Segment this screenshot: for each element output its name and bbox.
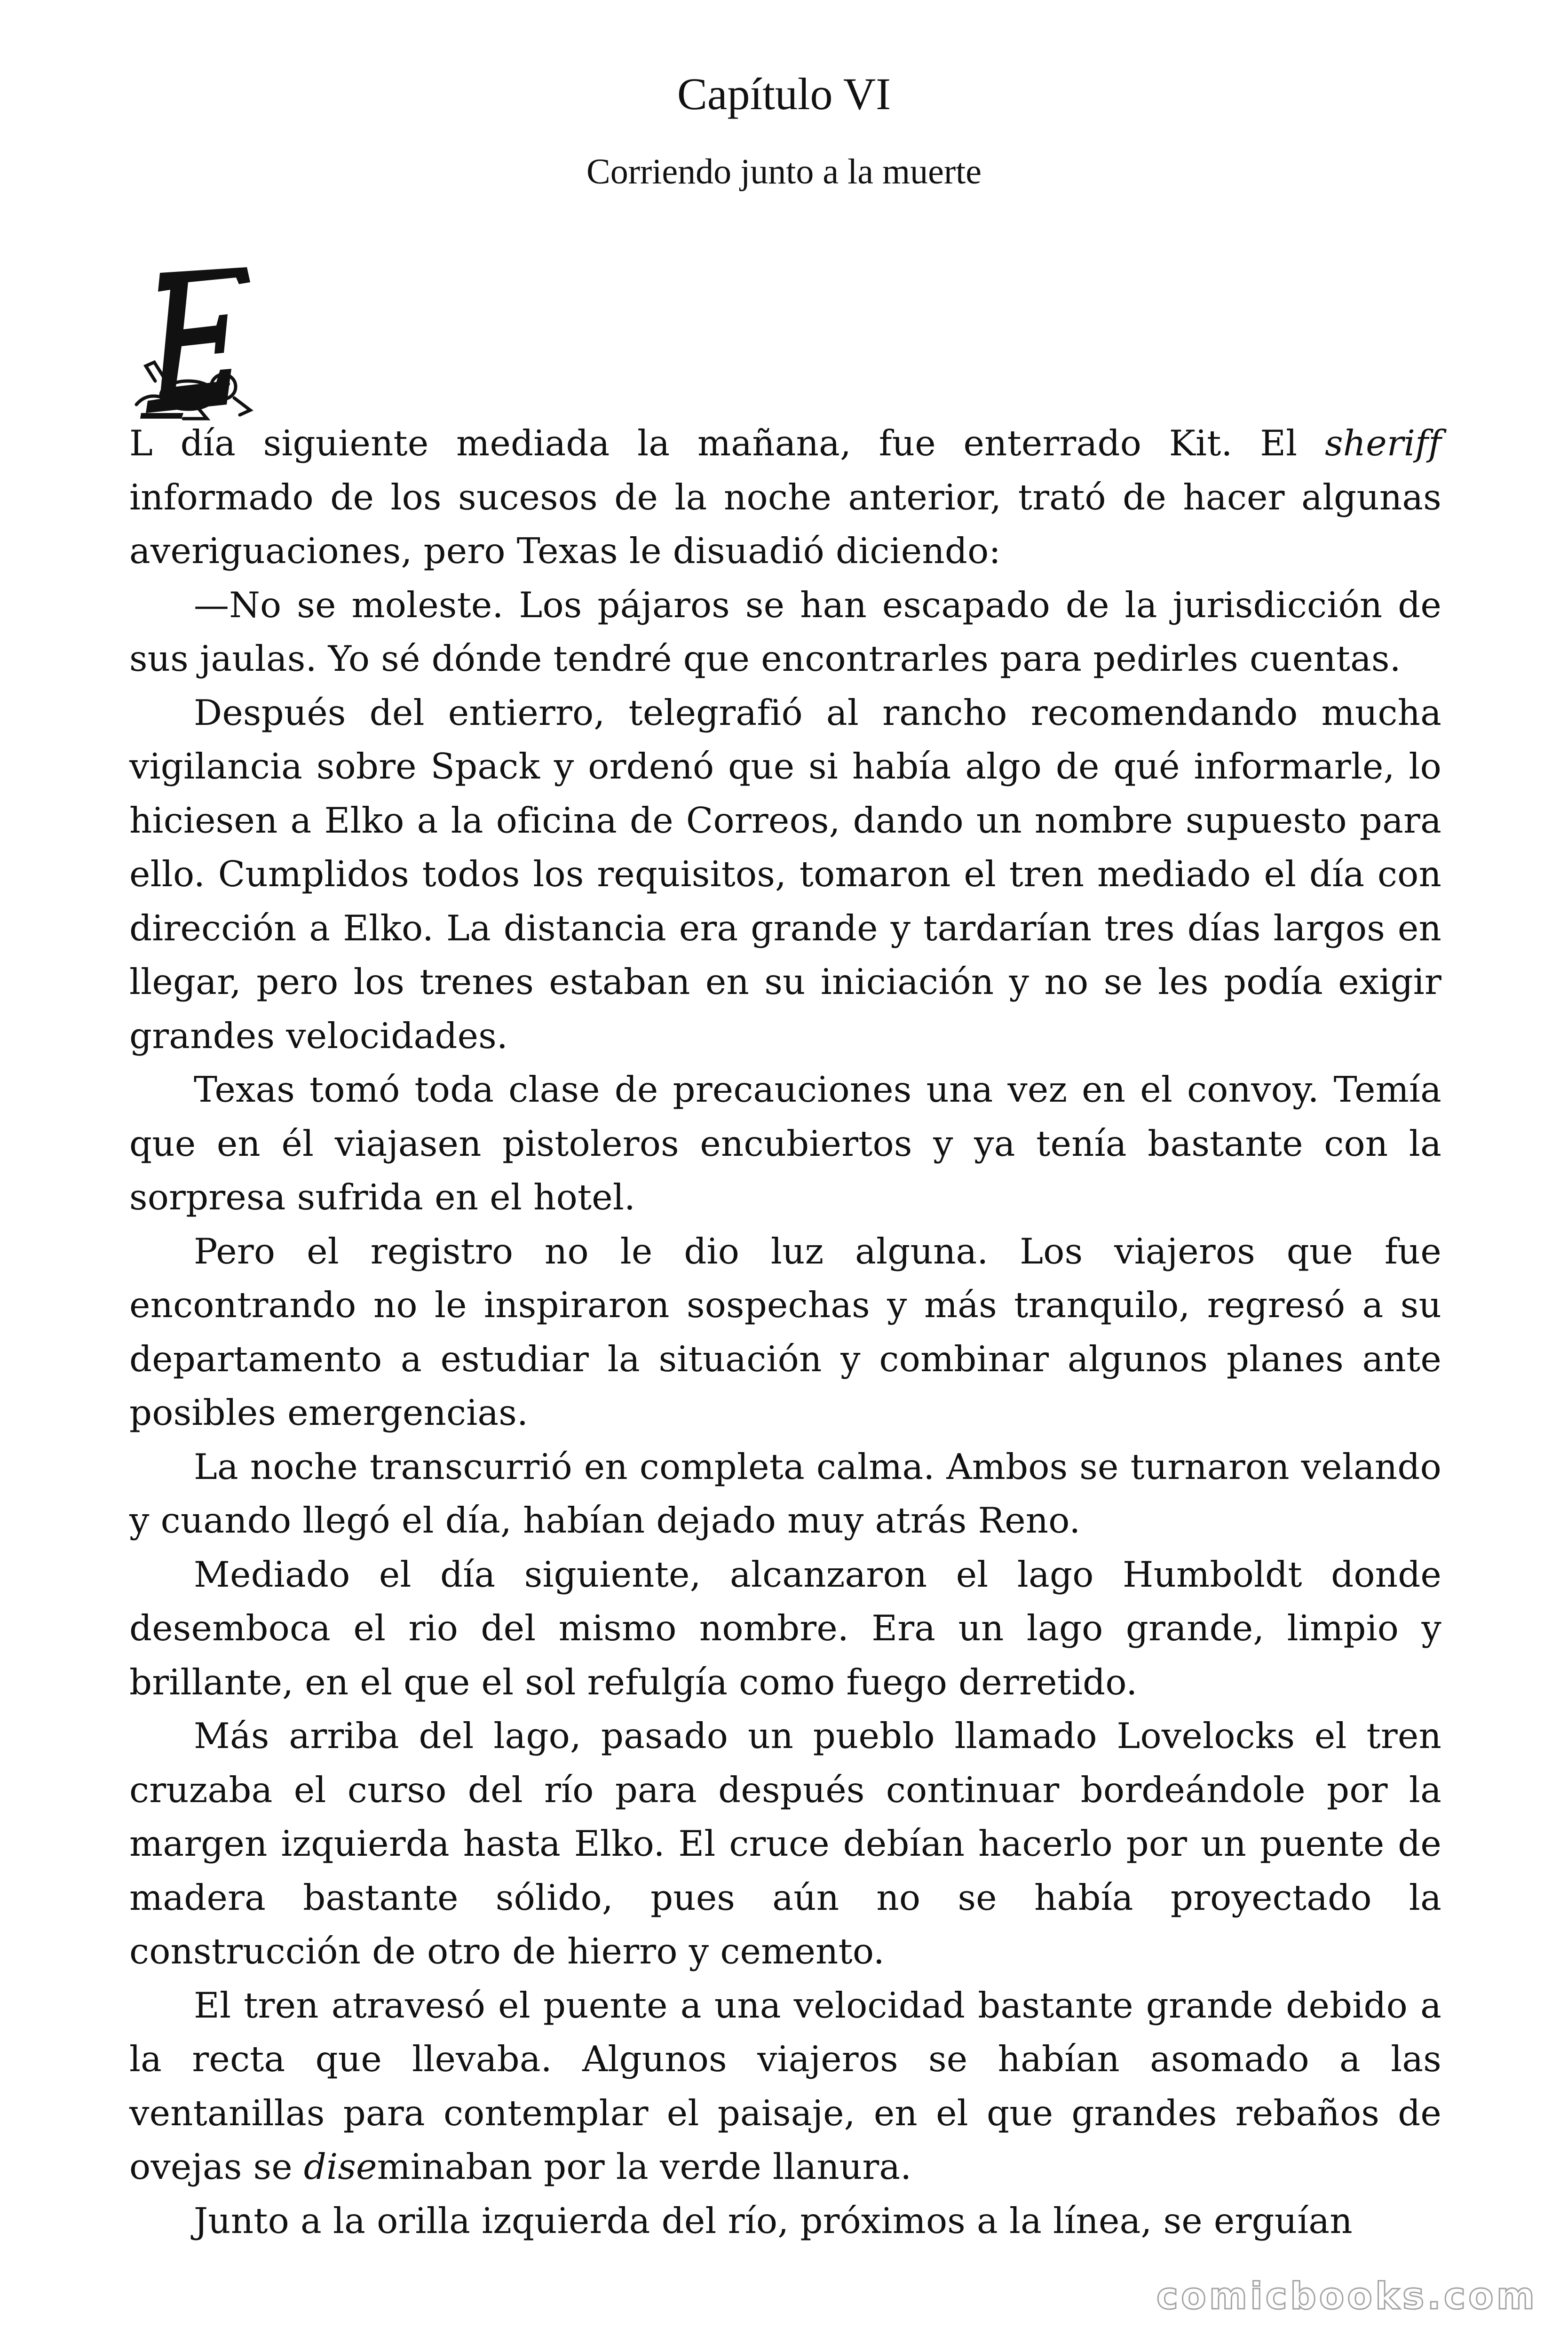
watermark-logo: comicbooks.com: [1156, 2275, 1537, 2318]
text-run: El tren atravesó el puente a una velocidad bastante grande debido a la recta que llevaba. Algunos viajeros se habían asomado a las ventanillas para contemplar el paisaje, en el que grandes rebaños de ovejas se: [129, 1984, 1441, 2187]
text-run: Texas tomó toda clase de precauciones una vez en el convoy. Temía que en él viajasen pistoleros encubiertos y ya tenía bastante con la sorpresa sufrida en el hotel.: [129, 1069, 1441, 1218]
paragraph: [129, 578, 1441, 686]
paragraph: [129, 1440, 1441, 1548]
paragraph: [129, 686, 1441, 1063]
text-run: minaban por la verde llanura.: [377, 2146, 912, 2187]
paragraph: [129, 1709, 1441, 1979]
chapter-title: Capítulo VI: [677, 69, 891, 119]
text-run: La noche transcurrió en completa calma. Ambos se turnaron velando y cuando llegó el día, habían dejado muy atrás Reno.: [129, 1446, 1441, 1541]
paragraph: [129, 1224, 1441, 1440]
paragraph: [129, 1548, 1441, 1709]
paragraph: [129, 2194, 1441, 2248]
paragraph: [129, 1979, 1441, 2194]
text-run: Junto a la orilla izquierda del río, próximos a la línea, se erguían: [194, 2200, 1353, 2241]
text-run: Mediado el día siguiente, alcanzaron el lago Humboldt donde desemboca el rio del mismo nombre. Era un lago grande, limpio y brillante, en el que el sol refulgía como fuego derretido.: [129, 1553, 1441, 1703]
text-run: informado de los sucesos de la noche anterior, trató de hacer algunas averiguaciones, pero Texas le disuadió diciendo:: [129, 476, 1441, 572]
italic-text: dise: [303, 2146, 377, 2187]
chapter-body: [129, 416, 1441, 2248]
text-run: —No se moleste. Los pájaros se han escapado de la jurisdicción de sus jaulas. Yo sé dónde tendré que encontrarles para pedirles cuentas.: [129, 584, 1441, 679]
paragraph: [129, 1063, 1441, 1224]
text-run: Después del entierro, telegrafió al rancho recomendando mucha vigilancia sobre Spack y ordenó que si había algo de qué informarle, lo hiciesen a Elko a la oficina de Correos, dando un nombre supuesto para ello. Cumplidos todos los requisitos, tomaron el tren mediado el día con dirección a Elko. La distancia era grande y tardarían tres días largos en llegar, pero los trenes estaban en su iniciación y no se les podía exigir grandes velocidades.: [129, 691, 1441, 1057]
chapter-subtitle: Corriendo junto a la muerte: [586, 152, 982, 191]
drop-cap-illustration: [127, 263, 259, 423]
text-run: Pero el registro no le dio luz alguna. Los viajeros que fue encontrando no le inspiraron sospechas y más tranquilo, regresó a su departamento a estudiar la situación y combinar algunos planes ante posibles emergencias.: [129, 1230, 1441, 1433]
text-run: L día siguiente mediada la mañana, fue enterrado Kit. El: [129, 422, 1325, 464]
text-run: Más arriba del lago, pasado un pueblo llamado Lovelocks el tren cruzaba el curso del río para después continuar bordeándole por la margen izquierda hasta Elko. El cruce debían hacerlo por un puente de madera bastante sólido, pues aún no se había proyectado la construcción de otro de hierro y cemento.: [129, 1715, 1441, 1972]
opening-paragraph: [129, 416, 1441, 578]
italic-text: sheriff: [1325, 422, 1441, 464]
